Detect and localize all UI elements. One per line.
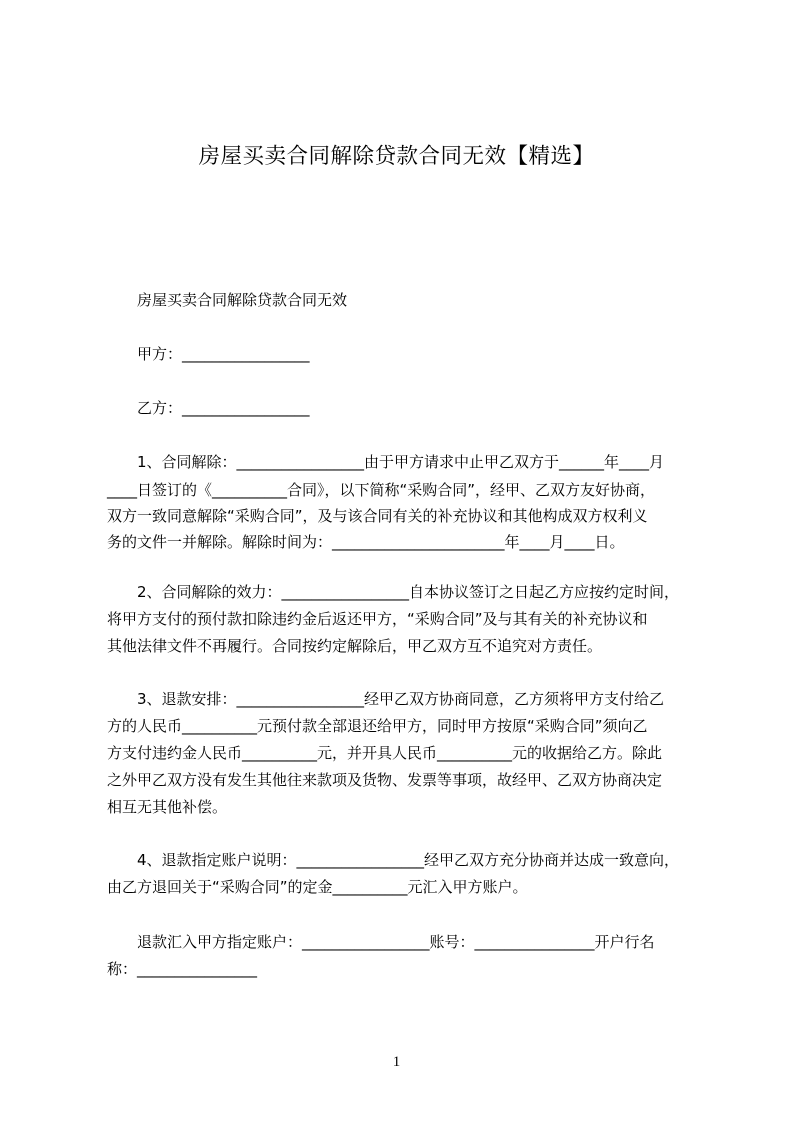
clause3-line: 3、退款安排：_________________经甲乙双方协商同意，乙方须将甲方支付给乙 bbox=[137, 690, 665, 708]
page-number: 1 bbox=[392, 1054, 401, 1070]
clause1-line: 1、合同解除：_________________由于甲方请求中止甲乙双方于______年____月 bbox=[137, 453, 665, 471]
clause2-line: 2、合同解除的效力：_________________自本协议签订之日起乙方应按约定时间， bbox=[137, 583, 680, 601]
party-b-line: 乙方：_________________ bbox=[137, 399, 310, 417]
clause3-line: 方支付违约金人民币__________元，并开具人民币__________元的收据给乙方。除此 bbox=[107, 744, 663, 762]
clause1-line: 双方一致同意解除“采购合同”，及与该合同有关的补充协议和其他构成双方权利义 bbox=[107, 507, 648, 525]
subtitle: 房屋买卖合同解除贷款合同无效 bbox=[137, 291, 348, 309]
clause1-line: ____日签订的《__________合同》，以下简称“采购合同”，经甲、乙双方友好协商， bbox=[107, 481, 656, 499]
clause3-line: 方的人民币__________元预付款全部退还给甲方，同时甲方按原“采购合同”须向乙 bbox=[107, 717, 648, 735]
account-line: 退款汇入甲方指定账户：_________________账号：________________开户行名 bbox=[137, 933, 655, 951]
clause2-line: 其他法律文件不再履行。合同按约定解除后，甲乙双方互不追究对方责任。 bbox=[107, 637, 603, 655]
clause2-line: 将甲方支付的预付款扣除违约金后返还甲方，“采购合同”及与其有关的补充协议和 bbox=[107, 610, 648, 628]
clause3-line: 之外甲乙双方没有发生其他往来款项及货物、发票等事项，故经甲、乙双方协商决定 bbox=[107, 771, 663, 789]
account-line: 称：________________ bbox=[107, 960, 258, 978]
document-title: 房屋买卖合同解除贷款合同无效【精选】 bbox=[198, 144, 595, 169]
clause3-line: 相互无其他补偿。 bbox=[107, 798, 228, 816]
party-a-line: 甲方：_________________ bbox=[137, 345, 310, 363]
clause1-line: 务的文件一并解除。解除时间为：_______________________年____月____日。 bbox=[107, 533, 625, 551]
clause4-line: 4、退款指定账户说明：_________________经甲乙双方充分协商并达成一致意向， bbox=[137, 851, 680, 869]
clause4-line: 由乙方退回关于“采购合同”的定金__________元汇入甲方账户。 bbox=[107, 878, 528, 896]
